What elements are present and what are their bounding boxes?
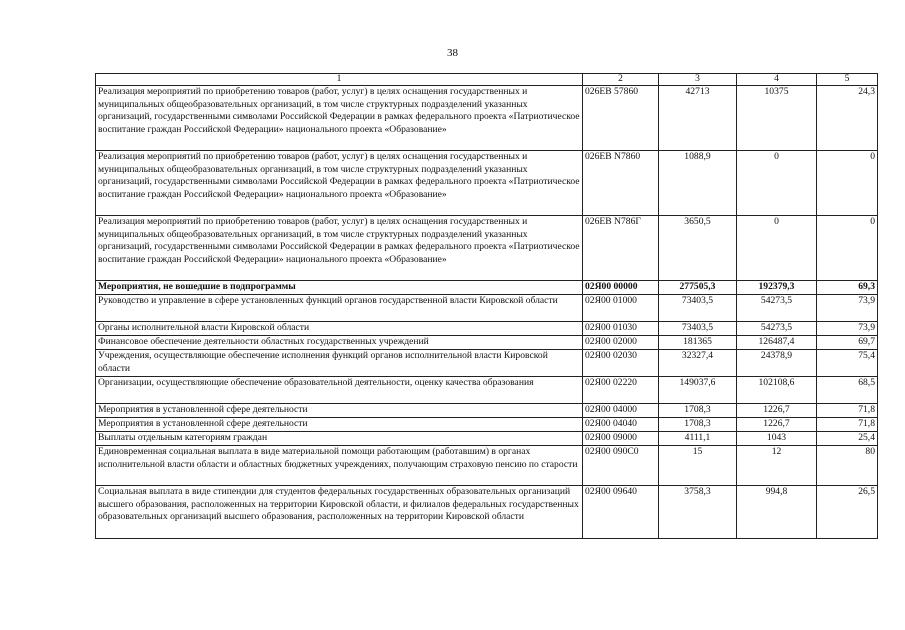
row-code: 02Я00 04040 — [583, 418, 659, 432]
row-code: 02Я00 09000 — [583, 432, 659, 446]
table-row — [96, 86, 878, 151]
row-plan-value: 73403,5 — [659, 322, 737, 336]
row-percent: 0 — [817, 151, 878, 216]
row-name: Единовременная социальная выплата в виде материальной помощи работающим (работавшим) в органах исполнительной власти области и областных бюджетных учреждениях, получающим страховую пенсию по старости — [96, 446, 583, 486]
row-code: 026ЕВ N7860 — [583, 151, 659, 216]
row-plan-value: 3650,5 — [659, 216, 737, 281]
row-fact-value: 102108,6 — [737, 377, 817, 404]
table-row — [96, 281, 878, 295]
table-row — [96, 336, 878, 350]
budget-table — [95, 73, 878, 539]
row-plan-value: 3758,3 — [659, 486, 737, 539]
table-row — [96, 350, 878, 377]
row-percent: 73,9 — [817, 295, 878, 322]
row-name: Выплаты отдельным категориям граждан — [96, 432, 583, 446]
column-header-4: 4 — [737, 74, 817, 86]
row-percent: 68,5 — [817, 377, 878, 404]
row-name: Учреждения, осуществляющие обеспечение исполнения функций органов исполнительной власти Кировской области — [96, 350, 583, 377]
row-name: Реализация мероприятий по приобретению товаров (работ, услуг) в целях оснащения государственных и муниципальных общеобразовательных организаций, в том числе структурных подразделений указанных организаций, государственными символами Российской Федерации в рамках федерального проекта «Патриотическое воспитание граждан Российской Федерации» национального проекта «Образование» — [96, 86, 583, 151]
row-fact-value: 1226,7 — [737, 418, 817, 432]
table-row — [96, 322, 878, 336]
row-code: 02Я00 01030 — [583, 322, 659, 336]
row-plan-value: 15 — [659, 446, 737, 486]
column-header-2: 2 — [583, 74, 659, 86]
row-fact-value: 192379,3 — [737, 281, 817, 295]
row-fact-value: 0 — [737, 151, 817, 216]
row-percent: 80 — [817, 446, 878, 486]
row-percent: 69,3 — [817, 281, 878, 295]
table-row — [96, 446, 878, 486]
row-name: Мероприятия в установленной сфере деятельности — [96, 404, 583, 418]
row-percent: 71,8 — [817, 404, 878, 418]
row-name: Реализация мероприятий по приобретению товаров (работ, услуг) в целях оснащения государственных и муниципальных общеобразовательных организаций, в том числе структурных подразделений указанных организаций, государственными символами Российской Федерации в рамках федерального проекта «Патриотическое воспитание граждан Российской Федерации» национального проекта «Образование» — [96, 151, 583, 216]
row-fact-value: 10375 — [737, 86, 817, 151]
table-row — [96, 295, 878, 322]
row-plan-value: 149037,6 — [659, 377, 737, 404]
row-plan-value: 42713 — [659, 86, 737, 151]
row-name: Руководство и управление в сфере установленных функций органов государственной власти Кировской области — [96, 295, 583, 322]
row-percent: 26,5 — [817, 486, 878, 539]
row-fact-value: 12 — [737, 446, 817, 486]
row-percent: 25,4 — [817, 432, 878, 446]
table-header-row — [96, 74, 878, 86]
row-plan-value: 4111,1 — [659, 432, 737, 446]
row-name: Реализация мероприятий по приобретению товаров (работ, услуг) в целях оснащения государственных и муниципальных общеобразовательных организаций, в том числе структурных подразделений указанных организаций, государственными символами Российской Федерации в рамках федерального проекта «Патриотическое воспитание граждан Российской Федерации» национального проекта «Образование» — [96, 216, 583, 281]
table-row — [96, 404, 878, 418]
row-fact-value: 994,8 — [737, 486, 817, 539]
column-header-3: 3 — [659, 74, 737, 86]
row-plan-value: 73403,5 — [659, 295, 737, 322]
row-name: Социальная выплата в виде стипендии для студентов федеральных государственных образовательных организаций высшего образования, расположенных на территории Кировской области, и филиалов федеральных государственных образовательных организаций высшего образования, расположенных на территории Кировской области — [96, 486, 583, 539]
row-fact-value: 54273,5 — [737, 295, 817, 322]
row-fact-value: 1226,7 — [737, 404, 817, 418]
row-plan-value: 32327,4 — [659, 350, 737, 377]
row-name: Финансовое обеспечение деятельности областных государственных учреждений — [96, 336, 583, 350]
row-fact-value: 1043 — [737, 432, 817, 446]
table-row — [96, 418, 878, 432]
row-code: 02Я00 02000 — [583, 336, 659, 350]
row-code: 026ЕВ N786Г — [583, 216, 659, 281]
row-plan-value: 277505,3 — [659, 281, 737, 295]
row-code: 02Я00 02030 — [583, 350, 659, 377]
row-code: 02Я00 01000 — [583, 295, 659, 322]
table-row — [96, 486, 878, 539]
row-percent: 71,8 — [817, 418, 878, 432]
row-plan-value: 1088,9 — [659, 151, 737, 216]
row-name: Мероприятия, не вошедшие в подпрограммы — [96, 281, 583, 295]
row-code: 02Я00 04000 — [583, 404, 659, 418]
row-percent: 0 — [817, 216, 878, 281]
row-name: Организации, осуществляющие обеспечение образовательной деятельности, оценку качества образования — [96, 377, 583, 404]
table-row — [96, 216, 878, 281]
row-fact-value: 126487,4 — [737, 336, 817, 350]
page-number: 38 — [447, 47, 458, 59]
row-fact-value: 0 — [737, 216, 817, 281]
row-plan-value: 181365 — [659, 336, 737, 350]
row-percent: 69,7 — [817, 336, 878, 350]
row-fact-value: 24378,9 — [737, 350, 817, 377]
table-row — [96, 151, 878, 216]
row-name: Органы исполнительной власти Кировской области — [96, 322, 583, 336]
column-header-5: 5 — [817, 74, 878, 86]
row-name: Мероприятия в установленной сфере деятельности — [96, 418, 583, 432]
row-fact-value: 54273,5 — [737, 322, 817, 336]
table-row — [96, 432, 878, 446]
row-code: 02Я00 09640 — [583, 486, 659, 539]
row-percent: 73,9 — [817, 322, 878, 336]
table-row — [96, 377, 878, 404]
row-percent: 75,4 — [817, 350, 878, 377]
row-code: 02Я00 00000 — [583, 281, 659, 295]
column-header-1: 1 — [96, 74, 583, 86]
row-code: 02Я00 090С0 — [583, 446, 659, 486]
row-code: 02Я00 02220 — [583, 377, 659, 404]
row-plan-value: 1708,3 — [659, 418, 737, 432]
row-code: 026ЕВ 57860 — [583, 86, 659, 151]
table-body — [96, 86, 878, 539]
row-plan-value: 1708,3 — [659, 404, 737, 418]
row-percent: 24,3 — [817, 86, 878, 151]
